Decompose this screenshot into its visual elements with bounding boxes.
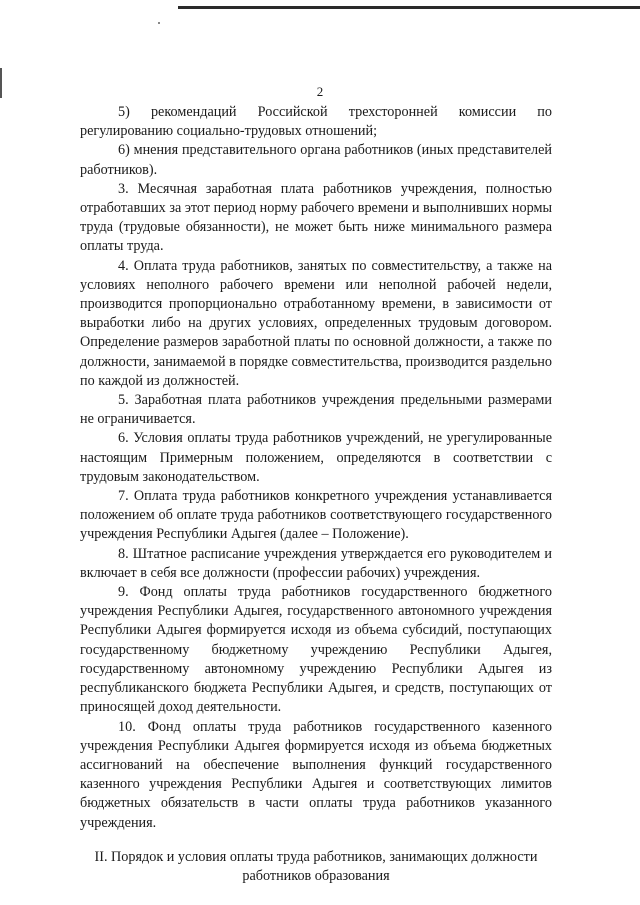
paragraph-item-5-recommendations: 5) рекомендаций Российской трехсторонней комиссии по регулированию социально-трудовых отношений; xyxy=(80,104,552,140)
paragraph-3-minimum-wage: 3. Месячная заработная плата работников учреждения, полностью отработавших за этот период норму рабочего времени и выполнивших нормы труда (трудовые обязанности), не может быть ниже минимального размера оплаты труда. xyxy=(80,180,552,255)
paragraph-item-6-representative-opinion: 6) мнения представительного органа работников (иных представителей работников). xyxy=(80,142,552,178)
paragraph-10-treasury-fund: 10. Фонд оплаты труда работников государственного казенного учреждения Республики Адыгея формируется исходя из объема бюджетных ассигнований на обеспечение выполнения функций государственного казенного учреждения Республики Адыгея и соответствующих лимитов бюджетных обязательств в части оплаты труда работников указанного учреждения. xyxy=(80,718,552,831)
scan-edge-line xyxy=(178,6,640,9)
paragraph-7-pay-regulation: 7. Оплата труда работников конкретного учреждения устанавливается положением об оплате труда работников соответствующего государственного учреждения Республики Адыгея (далее – Положение). xyxy=(80,488,552,543)
scan-dust-mark xyxy=(158,22,160,24)
paragraph-4-part-time-work: 4. Оплата труда работников, занятых по совместительству, а также на условиях неполного рабочего времени или неполной рабочей недели, производится пропорционально отработанному времени, в зависимости от выработки либо на других условиях, определенных трудовым договором. Определение размеров заработной платы по основной должности, а также по должности, занимаемой в порядке совместительства, производится раздельно по каждой из должностей. xyxy=(80,257,552,389)
document-body xyxy=(80,103,552,886)
paragraph-6-unregulated-conditions: 6. Условия оплаты труда работников учреждений, не урегулированные настоящим Примерным положением, определяются в соответствии с трудовым законодательством. xyxy=(80,430,552,485)
paragraph-8-staff-schedule: 8. Штатное расписание учреждения утверждается его руководителем и включает в себя все должности (профессии рабочих) учреждения. xyxy=(80,545,552,581)
section-heading: II. Порядок и условия оплаты труда работников, занимающих должности работников образования xyxy=(94,848,538,884)
paragraph-9-budget-fund: 9. Фонд оплаты труда работников государственного бюджетного учреждения Республики Адыгея, государственного автономного учреждения Республики Адыгея формируется исходя из объема субсидий, поступающих государственному бюджетному учреждению Республики Адыгея, государственному автономному учреждению Республики Адыгея из республиканского бюджета Республики Адыгея, и средств, поступающих от приносящей доход деятельности. xyxy=(80,584,552,716)
page-number: 2 xyxy=(316,84,324,99)
paragraph-5-wage-limits: 5. Заработная плата работников учреждения предельными размерами не ограничивается. xyxy=(80,392,552,428)
